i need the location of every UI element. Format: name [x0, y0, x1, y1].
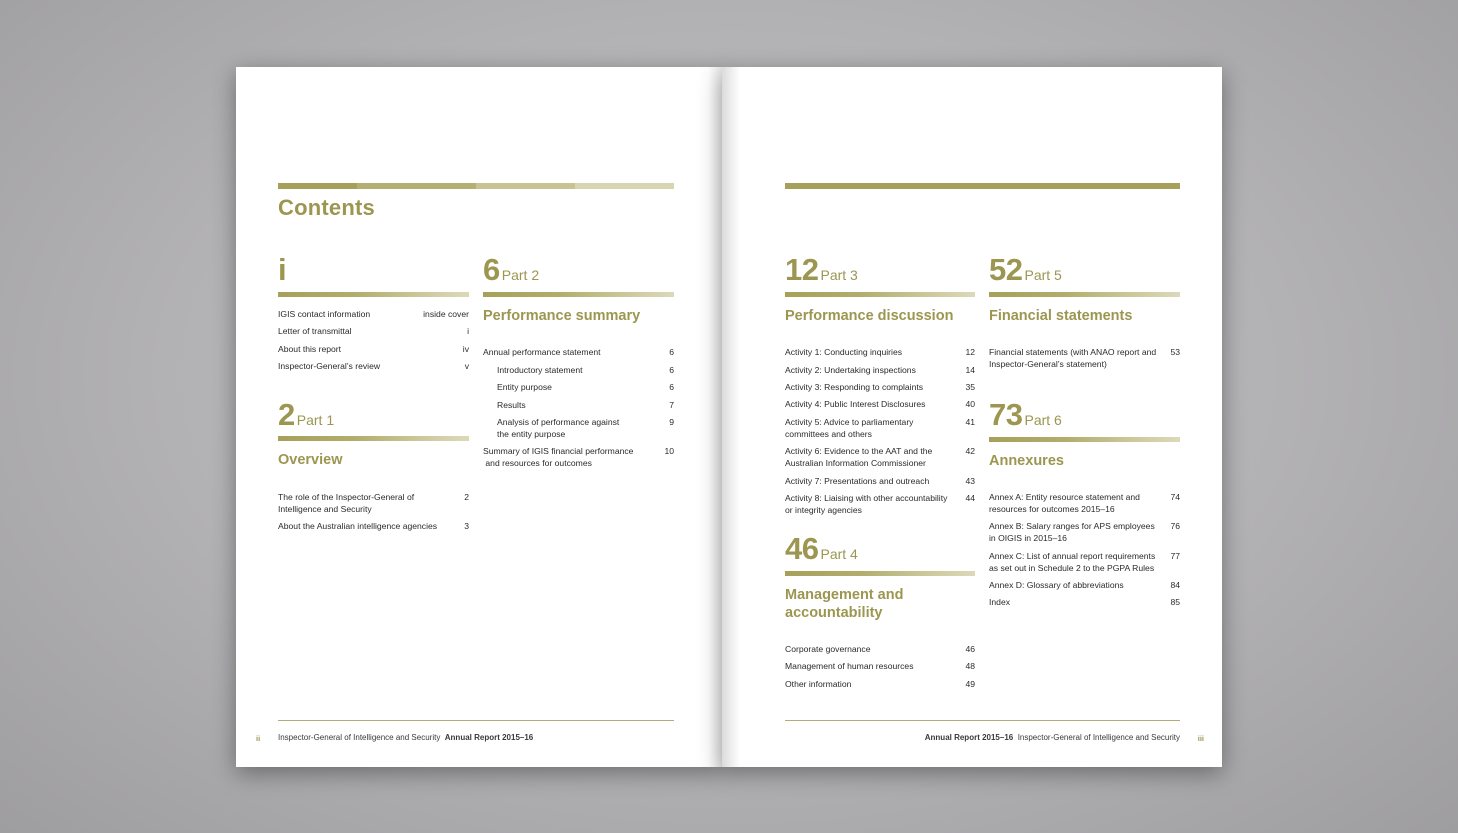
toc-entry-page: 48: [965, 661, 975, 671]
toc-entry-page: 41: [965, 417, 975, 427]
toc-entry-page: 12: [965, 347, 975, 357]
toc-entry-page: 76: [1170, 521, 1180, 531]
toc-entry[interactable]: [989, 347, 1180, 370]
toc-entry[interactable]: [785, 446, 975, 469]
toc-entry-label: Management of human resources: [785, 661, 914, 671]
left-page: [236, 67, 722, 767]
toc-entry-label: IGIS contact information: [278, 309, 371, 319]
toc-entry-label: Summary of IGIS financial performance and resources for outcomes: [483, 446, 634, 468]
toc-entry[interactable]: [785, 493, 975, 516]
section-rule: [785, 292, 975, 297]
section-rule: [989, 437, 1180, 442]
section-heading: [483, 252, 539, 288]
section-number-text: i: [278, 252, 287, 287]
footer-rule: [785, 720, 1180, 721]
top-color-bar: [278, 183, 674, 189]
footer-report: Annual Report 2015–16: [924, 733, 1014, 742]
toc-entry-label: Activity 7: Presentations and outreach: [785, 476, 930, 486]
toc-entry-label: Analysis of performance against the entity purpose: [497, 417, 620, 439]
toc-entry-page: 10: [664, 446, 674, 456]
section-title: Overview: [278, 452, 343, 468]
gutter-shadow: [708, 67, 722, 767]
toc-entry-label: Activity 1: Conducting inquiries: [785, 347, 903, 357]
page-folio: iii: [1197, 734, 1204, 743]
toc-entry-page: 3: [464, 521, 469, 531]
toc-entry-page: 44: [965, 493, 975, 503]
toc-entry-page: 9: [669, 417, 674, 427]
section-heading: [278, 397, 334, 433]
section-number-text: 12: [785, 252, 819, 287]
section-heading: [785, 531, 858, 567]
section-part-label: Part 1: [296, 412, 335, 428]
toc-entry-label: Other information: [785, 679, 852, 689]
toc-entry-label: Annex C: List of annual report requirements as set out in Schedule 2 to the PGPA Rules: [989, 551, 1156, 573]
toc-entry-page: 7: [669, 400, 674, 410]
gutter-shadow: [722, 67, 740, 767]
toc-entry-label: Annex B: Salary ranges for APS employees in OIGIS in 2015–16: [989, 521, 1155, 543]
section-part-label: Part 2: [501, 267, 540, 283]
toc-entry-page: 43: [965, 476, 975, 486]
toc-entry-label: Activity 3: Responding to complaints: [785, 382, 924, 392]
section-title: Financial statements: [989, 308, 1133, 324]
toc-entry-page: 74: [1170, 492, 1180, 502]
toc-entry-page: 14: [965, 365, 975, 375]
toc-entry-page: 85: [1170, 597, 1180, 607]
toc-entry[interactable]: [785, 417, 975, 440]
toc-entry-label: Introductory statement: [497, 365, 583, 375]
section-rule: [785, 571, 975, 576]
section-heading: [989, 252, 1062, 288]
footer-org: Inspector-General of Intelligence and Security: [1017, 733, 1180, 742]
toc-entry-label: Activity 4: Public Interest Disclosures: [785, 399, 926, 409]
toc-entry-label: Activity 2: Undertaking inspections: [785, 365, 916, 375]
toc-entry[interactable]: [483, 446, 674, 469]
toc-entry-page: 6: [669, 382, 674, 392]
section-part-label: Part 6: [1024, 412, 1062, 428]
section-part-label: Part 4: [820, 546, 858, 562]
toc-entry-label: Annex A: Entity resource statement and resources for outcomes 2015–16: [989, 492, 1140, 514]
footer-org: Inspector-General of Intelligence and Security: [278, 733, 441, 742]
page-folio: ii: [256, 734, 261, 743]
toc-entry-label: Activity 6: Evidence to the AAT and the Australian Information Commissioner: [785, 446, 933, 468]
section-heading: [989, 397, 1062, 433]
section-number-text: 52: [989, 252, 1023, 287]
toc-entry[interactable]: [278, 492, 469, 515]
toc-entry-label: Inspector-General’s review: [278, 361, 381, 371]
toc-entry-page: 77: [1170, 551, 1180, 561]
section-rule: [278, 436, 469, 441]
page-title: Contents: [278, 195, 375, 220]
toc-entry[interactable]: [989, 521, 1180, 544]
section-number: [278, 252, 286, 288]
toc-entry-label: Index: [989, 597, 1011, 607]
toc-entry-page: 6: [669, 365, 674, 375]
toc-entry-label: About this report: [278, 344, 342, 354]
section-heading: [785, 252, 858, 288]
toc-entry-label: Annex D: Glossary of abbreviations: [989, 580, 1124, 590]
page-footer: [925, 733, 1180, 742]
footer-report: Annual Report 2015–16: [444, 733, 534, 742]
toc-entry-page: inside cover: [423, 309, 469, 319]
toc-entry-page: iv: [462, 344, 469, 354]
toc-entry-label: The role of the Inspector-General of Intelligence and Security: [278, 492, 415, 514]
toc-entry-page: 6: [669, 347, 674, 357]
footer-rule: [278, 720, 674, 721]
right-page: [722, 67, 1222, 767]
page-footer: [278, 733, 533, 742]
section-number-text: 73: [989, 397, 1023, 432]
toc-entry-page: 40: [965, 399, 975, 409]
toc-entry[interactable]: [989, 492, 1180, 515]
section-part-label: Part 3: [820, 267, 858, 283]
section-title: Performance discussion: [785, 308, 954, 324]
section-title: Management and accountability: [785, 587, 904, 621]
toc-entry-page: 53: [1170, 347, 1180, 357]
toc-entry[interactable]: [483, 417, 674, 440]
toc-entry-page: 42: [965, 446, 975, 456]
toc-entry-label: Activity 8: Liaising with other accountability or integrity agencies: [785, 493, 948, 515]
toc-entry-label: Annual performance statement: [483, 347, 601, 357]
toc-entry-page: 84: [1170, 580, 1180, 590]
section-part-label: Part 5: [1024, 267, 1062, 283]
toc-entry-page: 49: [965, 679, 975, 689]
toc-entry-label: Corporate governance: [785, 644, 871, 654]
section-title: Performance summary: [483, 308, 641, 324]
toc-entry-label: Activity 5: Advice to parliamentary committees and others: [785, 417, 914, 439]
toc-entry-label: Results: [497, 400, 526, 410]
section-rule: [989, 292, 1180, 297]
toc-entry-label: Entity purpose: [497, 382, 552, 392]
toc-entry-page: 2: [464, 492, 469, 502]
toc-entry-label: About the Australian intelligence agencies: [278, 521, 438, 531]
toc-entry-label: Financial statements (with ANAO report and Inspector-General’s statement): [989, 347, 1157, 369]
toc-entry-label: Letter of transmittal: [278, 326, 352, 336]
top-color-bar: [785, 183, 1180, 189]
section-rule: [278, 292, 469, 297]
section-rule: [483, 292, 674, 297]
section-title: Annexures: [989, 453, 1064, 469]
section-number-text: 46: [785, 531, 819, 566]
toc-entry-page: 46: [965, 644, 975, 654]
toc-entry[interactable]: [989, 551, 1180, 574]
toc-entry-page: v: [464, 361, 469, 371]
section-number-text: 6: [483, 252, 500, 287]
section-number-text: 2: [278, 397, 295, 432]
toc-entry-page: i: [467, 326, 469, 336]
toc-entry-page: 35: [965, 382, 975, 392]
